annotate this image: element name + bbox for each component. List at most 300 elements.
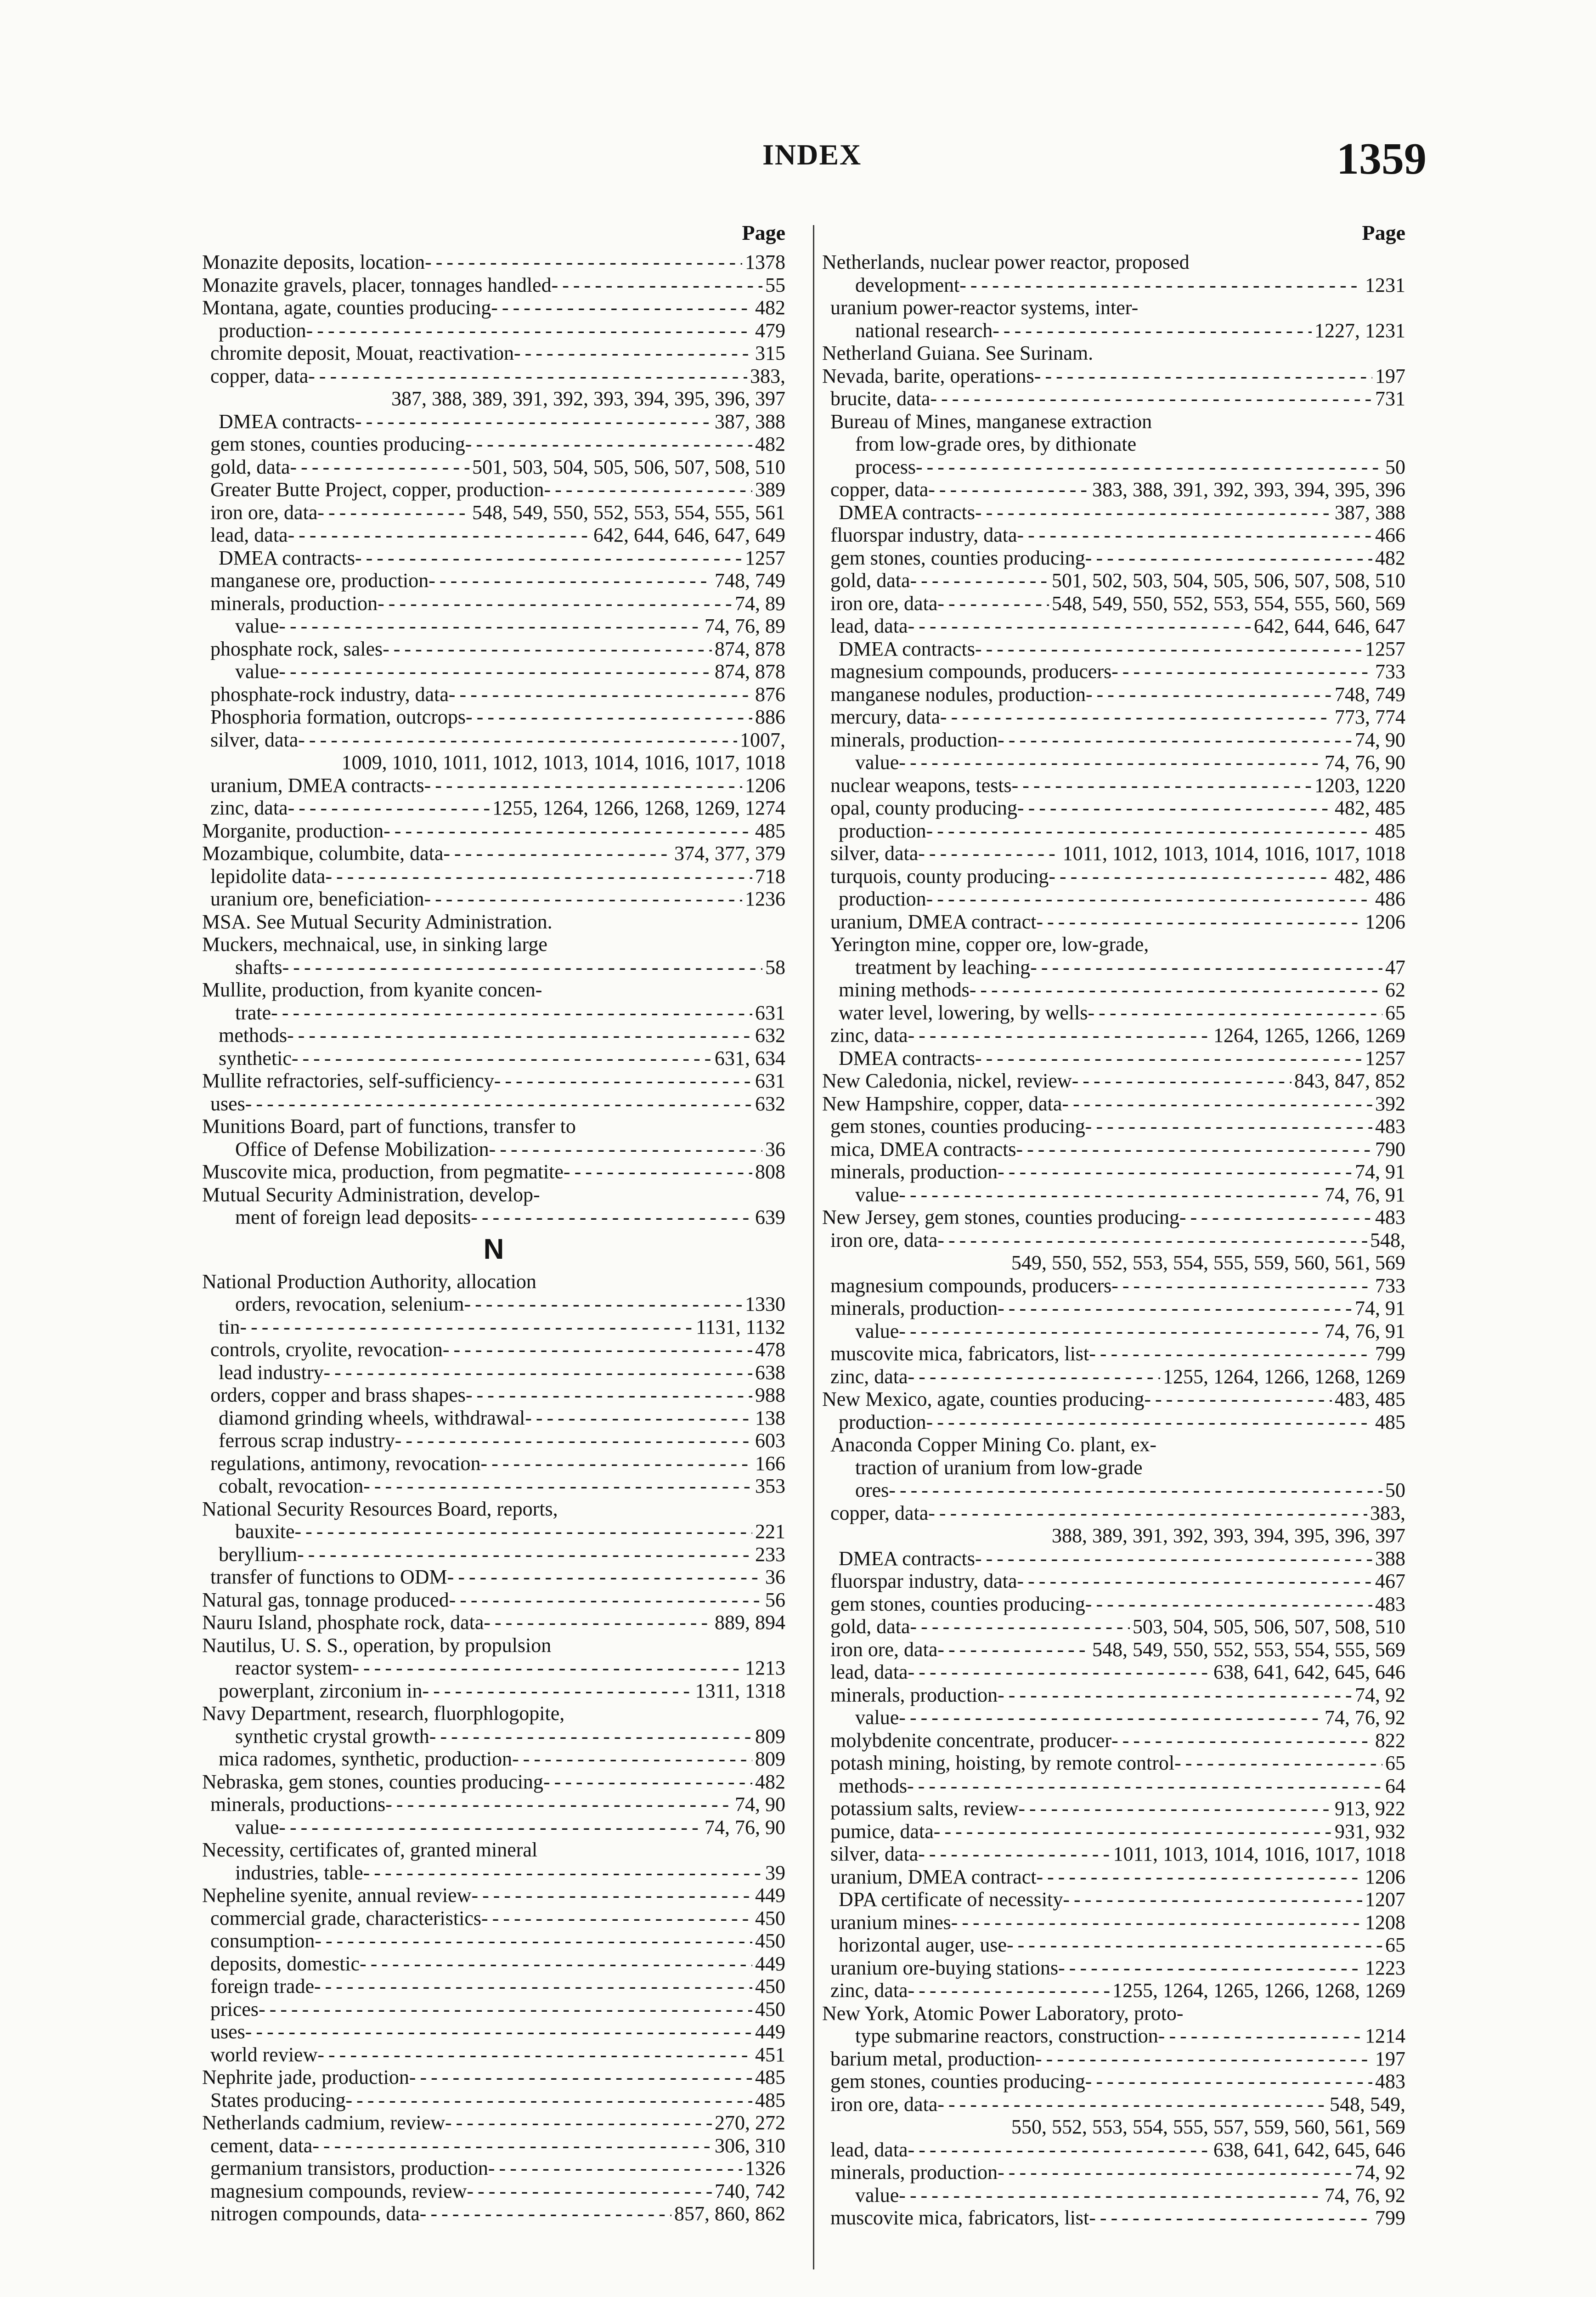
index-entry — [202, 1543, 785, 1566]
page-refs: 1011, 1013, 1014, 1016, 1017, 1018 — [1113, 1843, 1405, 1865]
page-refs: 638, 641, 642, 645, 646 — [1213, 1661, 1405, 1683]
index-entry — [202, 956, 785, 979]
index-entry — [822, 1001, 1405, 1024]
entry-term: Nauru Island, phosphate rock, data — [202, 1611, 484, 1634]
entry-term: Nepheline syenite, annual review — [202, 1884, 472, 1907]
index-entry — [822, 1297, 1405, 1320]
entry-term: DMEA contracts — [839, 1047, 975, 1069]
index-entry — [202, 1316, 785, 1339]
page-refs: 748, 749 — [1335, 683, 1405, 706]
entry-term: lead, data — [210, 524, 288, 546]
entry-term: DMEA contracts — [839, 637, 975, 660]
entry-term: prices — [210, 1997, 259, 2020]
dot-leader — [292, 1047, 712, 1070]
index-entry — [202, 638, 785, 661]
dot-leader — [1111, 1729, 1372, 1752]
page-refs: 1236 — [745, 888, 785, 910]
dot-leader — [429, 569, 712, 592]
index-entry — [822, 1775, 1405, 1798]
dot-leader — [908, 2139, 1211, 2161]
page-refs: 1207 — [1365, 1888, 1405, 1911]
index-entry — [822, 1092, 1405, 1115]
index-entry — [822, 1615, 1405, 1638]
page-refs: 1255, 1264, 1266, 1268, 1269 — [1163, 1365, 1405, 1388]
entry-term: ferrous scrap industry — [219, 1429, 395, 1452]
entry-term: uranium, DMEA contract — [830, 1865, 1037, 1888]
dot-leader — [934, 1820, 1332, 1843]
dot-leader — [908, 1661, 1211, 1684]
index-entry — [202, 1566, 785, 1589]
entry-term: beryllium — [219, 1543, 298, 1566]
dot-leader — [352, 1657, 742, 1680]
index-entry — [822, 1365, 1405, 1388]
index-entry — [202, 524, 785, 547]
index-entry — [202, 1589, 785, 1612]
entry-term: uranium power-reactor systems, inter- — [830, 296, 1139, 319]
entry-term: gold, data — [210, 455, 290, 478]
entry-term: Bureau of Mines, manganese extraction — [830, 410, 1152, 433]
page-refs: 74, 89 — [735, 592, 785, 615]
page-refs: 482 — [755, 296, 785, 319]
dot-leader — [1085, 1593, 1372, 1616]
dot-leader — [346, 2089, 752, 2112]
index-entry — [202, 797, 785, 820]
index-entry — [822, 1729, 1405, 1752]
dot-leader — [471, 1206, 752, 1229]
page-refs: 485 — [755, 2088, 785, 2111]
dot-leader — [1017, 1570, 1372, 1593]
dot-leader — [543, 1771, 752, 1793]
entry-term: potassium salts, review — [830, 1797, 1019, 1820]
entry-term: synthetic — [219, 1047, 292, 1069]
dot-leader — [306, 319, 752, 342]
dot-leader — [1111, 1274, 1372, 1297]
dot-leader — [998, 2161, 1352, 2184]
page-refs: 50 — [1385, 1479, 1405, 1501]
page-refs: 548, 549, 550, 552, 553, 554, 555, 561 — [472, 501, 785, 524]
page-refs: 74, 76, 90 — [705, 1816, 785, 1839]
index-entry — [822, 774, 1405, 797]
entry-term: production — [219, 319, 306, 342]
entry-term: Nephrite jade, production — [202, 2066, 409, 2088]
dot-leader — [424, 888, 742, 911]
page-refs: 642, 644, 646, 647 — [1254, 615, 1405, 637]
page-refs: 451 — [755, 2043, 785, 2066]
entry-term: production — [839, 1410, 926, 1433]
index-entry — [822, 1843, 1405, 1866]
page-refs: 383, — [750, 364, 785, 387]
dot-leader — [297, 1543, 752, 1566]
page-refs: 603 — [755, 1429, 785, 1452]
entry-term: uses — [210, 1092, 245, 1115]
entry-term: lead, data — [830, 2138, 908, 2161]
page-refs: 548, 549, 550, 552, 553, 554, 555, 560, 569 — [1052, 592, 1405, 615]
entry-term: orders, copper and brass shapes — [210, 1384, 466, 1406]
dot-leader — [916, 456, 1382, 479]
index-entry — [202, 2202, 785, 2225]
entry-term: phosphate-rock industry, data — [210, 683, 449, 706]
dot-leader — [899, 751, 1322, 774]
dot-leader — [910, 1615, 1130, 1638]
entry-term: Morganite, production — [202, 819, 384, 842]
dot-leader — [926, 888, 1372, 911]
entry-term: bauxite — [235, 1520, 295, 1543]
entry-term: commercial grade, characteristics — [210, 1907, 482, 1929]
entry-term: treatment by leaching — [855, 956, 1031, 979]
page-refs: 631 — [755, 1069, 785, 1092]
index-entry — [202, 274, 785, 297]
page-refs: 773, 774 — [1335, 706, 1405, 728]
dot-leader — [279, 660, 712, 683]
index-entry — [202, 2020, 785, 2043]
dot-leader — [360, 1952, 752, 1975]
entry-term: Office of Defense Mobilization — [235, 1137, 489, 1160]
entry-term: lead, data — [830, 1661, 908, 1683]
dot-leader — [279, 615, 702, 638]
index-entry — [822, 296, 1405, 319]
dot-leader — [1049, 865, 1332, 888]
entry-term: water level, lowering, by wells — [839, 1001, 1088, 1024]
dot-leader — [240, 1316, 693, 1339]
dot-leader — [467, 2180, 712, 2203]
entry-term: powerplant, zirconium in — [219, 1679, 423, 1702]
entry-term: value — [855, 1319, 899, 1342]
entry-term: DMEA contracts — [839, 501, 975, 524]
index-entry — [822, 615, 1405, 638]
dot-leader — [395, 1429, 752, 1452]
entry-term: Anaconda Copper Mining Co. plant, ex- — [830, 1433, 1156, 1456]
index-entry — [822, 2025, 1405, 2048]
dot-leader — [1174, 1752, 1382, 1775]
page-refs: 392 — [1375, 1092, 1405, 1115]
entry-term: from low-grade ores, by dithionate — [855, 433, 1137, 455]
dot-leader — [443, 842, 671, 865]
index-entry — [822, 1320, 1405, 1343]
page-refs: 65 — [1385, 1934, 1405, 1956]
index-entry — [202, 1047, 785, 1070]
dot-leader — [489, 1138, 762, 1161]
index-entry — [202, 296, 785, 319]
entry-term: type submarine reactors, construction — [855, 2025, 1158, 2047]
entry-term: New Mexico, agate, counties producing — [822, 1388, 1145, 1410]
index-entry — [202, 1429, 785, 1452]
index-entry — [202, 1975, 785, 1998]
index-entry — [822, 2139, 1405, 2161]
entry-term: manganese nodules, production — [830, 683, 1086, 706]
index-entry — [822, 1388, 1405, 1411]
entry-term: Muckers, mechnaical, use, in sinking large — [202, 933, 547, 956]
page-refs: 138 — [755, 1406, 785, 1429]
index-entry — [202, 1138, 785, 1161]
index-entry — [202, 1115, 785, 1138]
entry-term: uranium ore-buying stations — [830, 1956, 1059, 1979]
entry-term: minerals, production — [830, 1297, 998, 1319]
dot-leader — [464, 1293, 742, 1316]
index-entry — [822, 1456, 1405, 1479]
dot-leader — [937, 1638, 1089, 1661]
section-letter: N — [483, 1233, 504, 1265]
index-entry — [202, 729, 785, 752]
dot-leader — [937, 1229, 1367, 1252]
entry-term: value — [235, 615, 279, 637]
index-entry — [822, 729, 1405, 752]
page-refs-continuation: 549, 550, 552, 553, 554, 555, 559, 560, 561, 569 — [1011, 1251, 1405, 1274]
dot-leader — [908, 1979, 1110, 2002]
index-entry — [202, 979, 785, 1001]
page-refs: 483 — [1375, 1206, 1405, 1228]
dot-leader — [1089, 2206, 1372, 2229]
index-entry — [822, 1547, 1405, 1570]
page-refs: 809 — [755, 1748, 785, 1770]
entry-term: brucite, data — [830, 387, 931, 410]
entry-term: cobalt, revocation — [219, 1475, 364, 1497]
dot-leader — [481, 1907, 752, 1930]
index-entry — [202, 410, 785, 433]
dot-leader — [1063, 1888, 1362, 1911]
entry-term: Monazite deposits, location — [202, 251, 425, 273]
index-entry — [822, 410, 1405, 433]
index-entry — [202, 342, 785, 365]
page-refs: 466 — [1375, 524, 1405, 546]
index-entry — [822, 342, 1405, 365]
index-entry — [202, 478, 785, 501]
page-refs: 731 — [1375, 387, 1405, 410]
page-refs: 1223 — [1365, 1956, 1405, 1979]
page-refs: 467 — [1375, 1570, 1405, 1592]
index-entry — [202, 1069, 785, 1092]
index-entry — [822, 274, 1405, 297]
entry-term: reactor system — [235, 1657, 353, 1679]
dot-leader — [259, 1998, 752, 2021]
index-entry — [202, 1160, 785, 1183]
entry-term: development — [855, 273, 960, 296]
index-entry — [202, 1384, 785, 1407]
entry-term: cement, data — [210, 2134, 313, 2157]
entry-term: orders, revocation, selenium — [235, 1293, 464, 1315]
column-divider — [813, 225, 814, 2269]
dot-leader — [1058, 1957, 1362, 1980]
entry-term: methods — [839, 1774, 908, 1797]
index-entry — [822, 1797, 1405, 1820]
index-entry — [822, 888, 1405, 911]
entry-term: lepidolite data — [210, 865, 326, 888]
page-refs: 548, — [1370, 1228, 1405, 1251]
page-refs: 449 — [755, 1952, 785, 1975]
dot-leader — [1018, 1797, 1332, 1820]
dot-leader — [908, 1365, 1160, 1388]
entry-term: ment of foreign lead deposits — [235, 1206, 471, 1228]
dot-leader — [1036, 1866, 1362, 1889]
index-entry — [822, 842, 1405, 865]
index-entry — [202, 933, 785, 956]
entry-term: uranium ore, beneficiation — [210, 888, 424, 910]
entry-term: value — [235, 1816, 279, 1839]
page-refs: 1255, 1264, 1266, 1268, 1269, 1274 — [492, 797, 785, 819]
page-refs: 1206 — [745, 774, 785, 797]
page-number: 1359 — [1337, 134, 1427, 184]
page-refs: 482, 486 — [1335, 865, 1405, 888]
dot-leader — [552, 274, 762, 297]
dot-leader — [1088, 1001, 1382, 1024]
entry-term: turquois, county producing — [830, 865, 1049, 888]
index-entry — [822, 1160, 1405, 1183]
dot-leader — [314, 1975, 752, 1998]
entry-term: Netherland Guiana. See Surinam. — [822, 342, 1094, 364]
page-refs: 1257 — [1365, 1047, 1405, 1069]
index-entry — [822, 2161, 1405, 2184]
dot-leader — [308, 365, 747, 388]
entry-term: fluorspar industry, data — [830, 524, 1017, 546]
entry-term: production — [839, 819, 926, 842]
index-entry — [822, 1502, 1405, 1525]
page-refs: 501, 503, 504, 505, 506, 507, 508, 510 — [472, 455, 785, 478]
dot-leader — [1034, 365, 1372, 388]
entry-term: uses — [210, 2020, 245, 2043]
page-refs: 501, 502, 503, 504, 505, 506, 507, 508, 510 — [1052, 569, 1405, 592]
entry-term: DMEA contracts — [219, 410, 355, 433]
page-refs: 65 — [1385, 1752, 1405, 1774]
index-entry — [202, 2180, 785, 2203]
index-entry — [822, 820, 1405, 843]
entry-term: potash mining, hoisting, by remote control — [830, 1752, 1175, 1774]
page-refs: 1264, 1265, 1266, 1269 — [1213, 1024, 1405, 1047]
index-entry — [202, 1361, 785, 1384]
page-refs: 450 — [755, 1997, 785, 2020]
index-entry — [822, 979, 1405, 1001]
page-refs: 988 — [755, 1384, 785, 1406]
page-refs: 450 — [755, 1907, 785, 1929]
dot-leader — [525, 1407, 752, 1430]
page-refs: 388 — [1375, 1547, 1405, 1570]
dot-leader — [288, 524, 591, 547]
dot-leader — [1085, 547, 1372, 570]
page-refs: 482 — [755, 433, 785, 455]
index-entry — [202, 1634, 785, 1657]
dot-leader — [970, 979, 1382, 1001]
page-refs: 1227, 1231 — [1314, 319, 1405, 342]
index-entry — [822, 1479, 1405, 1502]
entry-term: minerals, production — [830, 1160, 998, 1183]
page-refs: 450 — [755, 1929, 785, 1952]
page-refs: 74, 90 — [1355, 728, 1405, 751]
index-entry — [202, 1498, 785, 1521]
page-refs: 483 — [1375, 1115, 1405, 1137]
entry-term: iron ore, data — [210, 501, 318, 524]
entry-term: National Security Resources Board, reports, — [202, 1497, 558, 1520]
entry-term: Yerington mine, copper ore, low-grade, — [830, 933, 1149, 956]
entry-term: world review — [210, 2043, 318, 2066]
entry-term: pumice, data — [830, 1820, 934, 1843]
entry-term: Mullite refractories, self-sufficiency — [202, 1069, 494, 1092]
index-entry — [822, 1183, 1405, 1206]
page-refs: 315 — [755, 342, 785, 364]
dot-leader — [910, 569, 1049, 592]
index-entry — [202, 592, 785, 615]
entry-term: phosphate rock, sales — [210, 637, 383, 660]
page-refs: 503, 504, 505, 506, 507, 508, 510 — [1133, 1615, 1405, 1638]
page-refs: 642, 644, 646, 647, 649 — [593, 524, 785, 546]
entry-term: copper, data — [210, 364, 309, 387]
entry-term: trate — [235, 1001, 271, 1024]
index-entry — [822, 1957, 1405, 1980]
page-refs: 74, 76, 89 — [705, 615, 785, 637]
dot-leader — [383, 638, 712, 661]
index-entry — [202, 1702, 785, 1725]
dot-leader — [998, 1297, 1352, 1320]
index-entry — [822, 638, 1405, 661]
dot-leader — [1144, 1388, 1332, 1411]
page-refs: 632 — [755, 1092, 785, 1115]
entry-term: silver, data — [210, 728, 299, 751]
dot-leader — [245, 2020, 752, 2043]
dot-leader — [937, 592, 1049, 615]
entry-term: industries, table — [235, 1861, 363, 1884]
page-refs: 450 — [755, 1975, 785, 1997]
dot-leader — [409, 2066, 752, 2089]
dot-leader — [928, 478, 1089, 501]
entry-term: shafts — [235, 956, 282, 979]
index-entry — [202, 501, 785, 524]
entry-term: national research — [855, 319, 993, 342]
page-refs: 748, 749 — [715, 569, 785, 592]
index-entry — [822, 1888, 1405, 1911]
index-entry — [822, 751, 1405, 774]
index-entry — [822, 1979, 1405, 2002]
index-entry — [202, 1907, 785, 1930]
index-entry — [202, 1092, 785, 1115]
page-refs: 718 — [755, 865, 785, 888]
page-refs: 36 — [765, 1566, 785, 1588]
page-refs: 740, 742 — [715, 2179, 785, 2202]
page-refs: 387, 388 — [1335, 501, 1405, 524]
page-refs-continuation: 387, 388, 389, 391, 392, 393, 394, 395, 396, 397 — [391, 387, 785, 410]
index-entry — [202, 365, 785, 388]
index-entry — [822, 956, 1405, 979]
page-refs: 306, 310 — [715, 2134, 785, 2157]
entry-term: iron ore, data — [830, 1638, 938, 1661]
entry-term: foreign trade — [210, 1975, 314, 1997]
entry-term: consumption — [210, 1929, 315, 1952]
page-column-heading: Page — [742, 221, 785, 244]
dot-leader — [544, 478, 752, 501]
index-entry — [202, 1407, 785, 1430]
entry-term: mercury, data — [830, 706, 941, 728]
page-refs: 74, 76, 91 — [1325, 1319, 1405, 1342]
page-refs: 1203, 1220 — [1314, 774, 1405, 797]
entry-term: magnesium compounds, producers — [830, 660, 1112, 683]
page-refs: 1231 — [1365, 273, 1405, 296]
entry-term: iron ore, data — [830, 2093, 938, 2116]
index-entry — [822, 319, 1405, 342]
page-refs: 478 — [755, 1338, 785, 1361]
dot-leader — [315, 1929, 752, 1952]
entry-term: minerals, production — [830, 1683, 998, 1706]
running-header: INDEX — [762, 138, 862, 171]
dot-leader — [993, 319, 1312, 342]
index-entry — [822, 2093, 1405, 2116]
entry-term: Monazite gravels, placer, tonnages handled — [202, 273, 552, 296]
page-refs: 353 — [755, 1475, 785, 1497]
page-refs: 485 — [1375, 819, 1405, 842]
entry-term: opal, county producing — [830, 797, 1017, 819]
index-entry — [202, 1611, 785, 1634]
index-entry — [822, 1820, 1405, 1843]
dot-leader — [494, 1069, 752, 1092]
index-entry — [822, 1570, 1405, 1593]
entry-term: Nautilus, U. S. S., operation, by propulsion — [202, 1634, 552, 1657]
index-entry — [202, 1657, 785, 1680]
index-entry — [822, 478, 1405, 501]
